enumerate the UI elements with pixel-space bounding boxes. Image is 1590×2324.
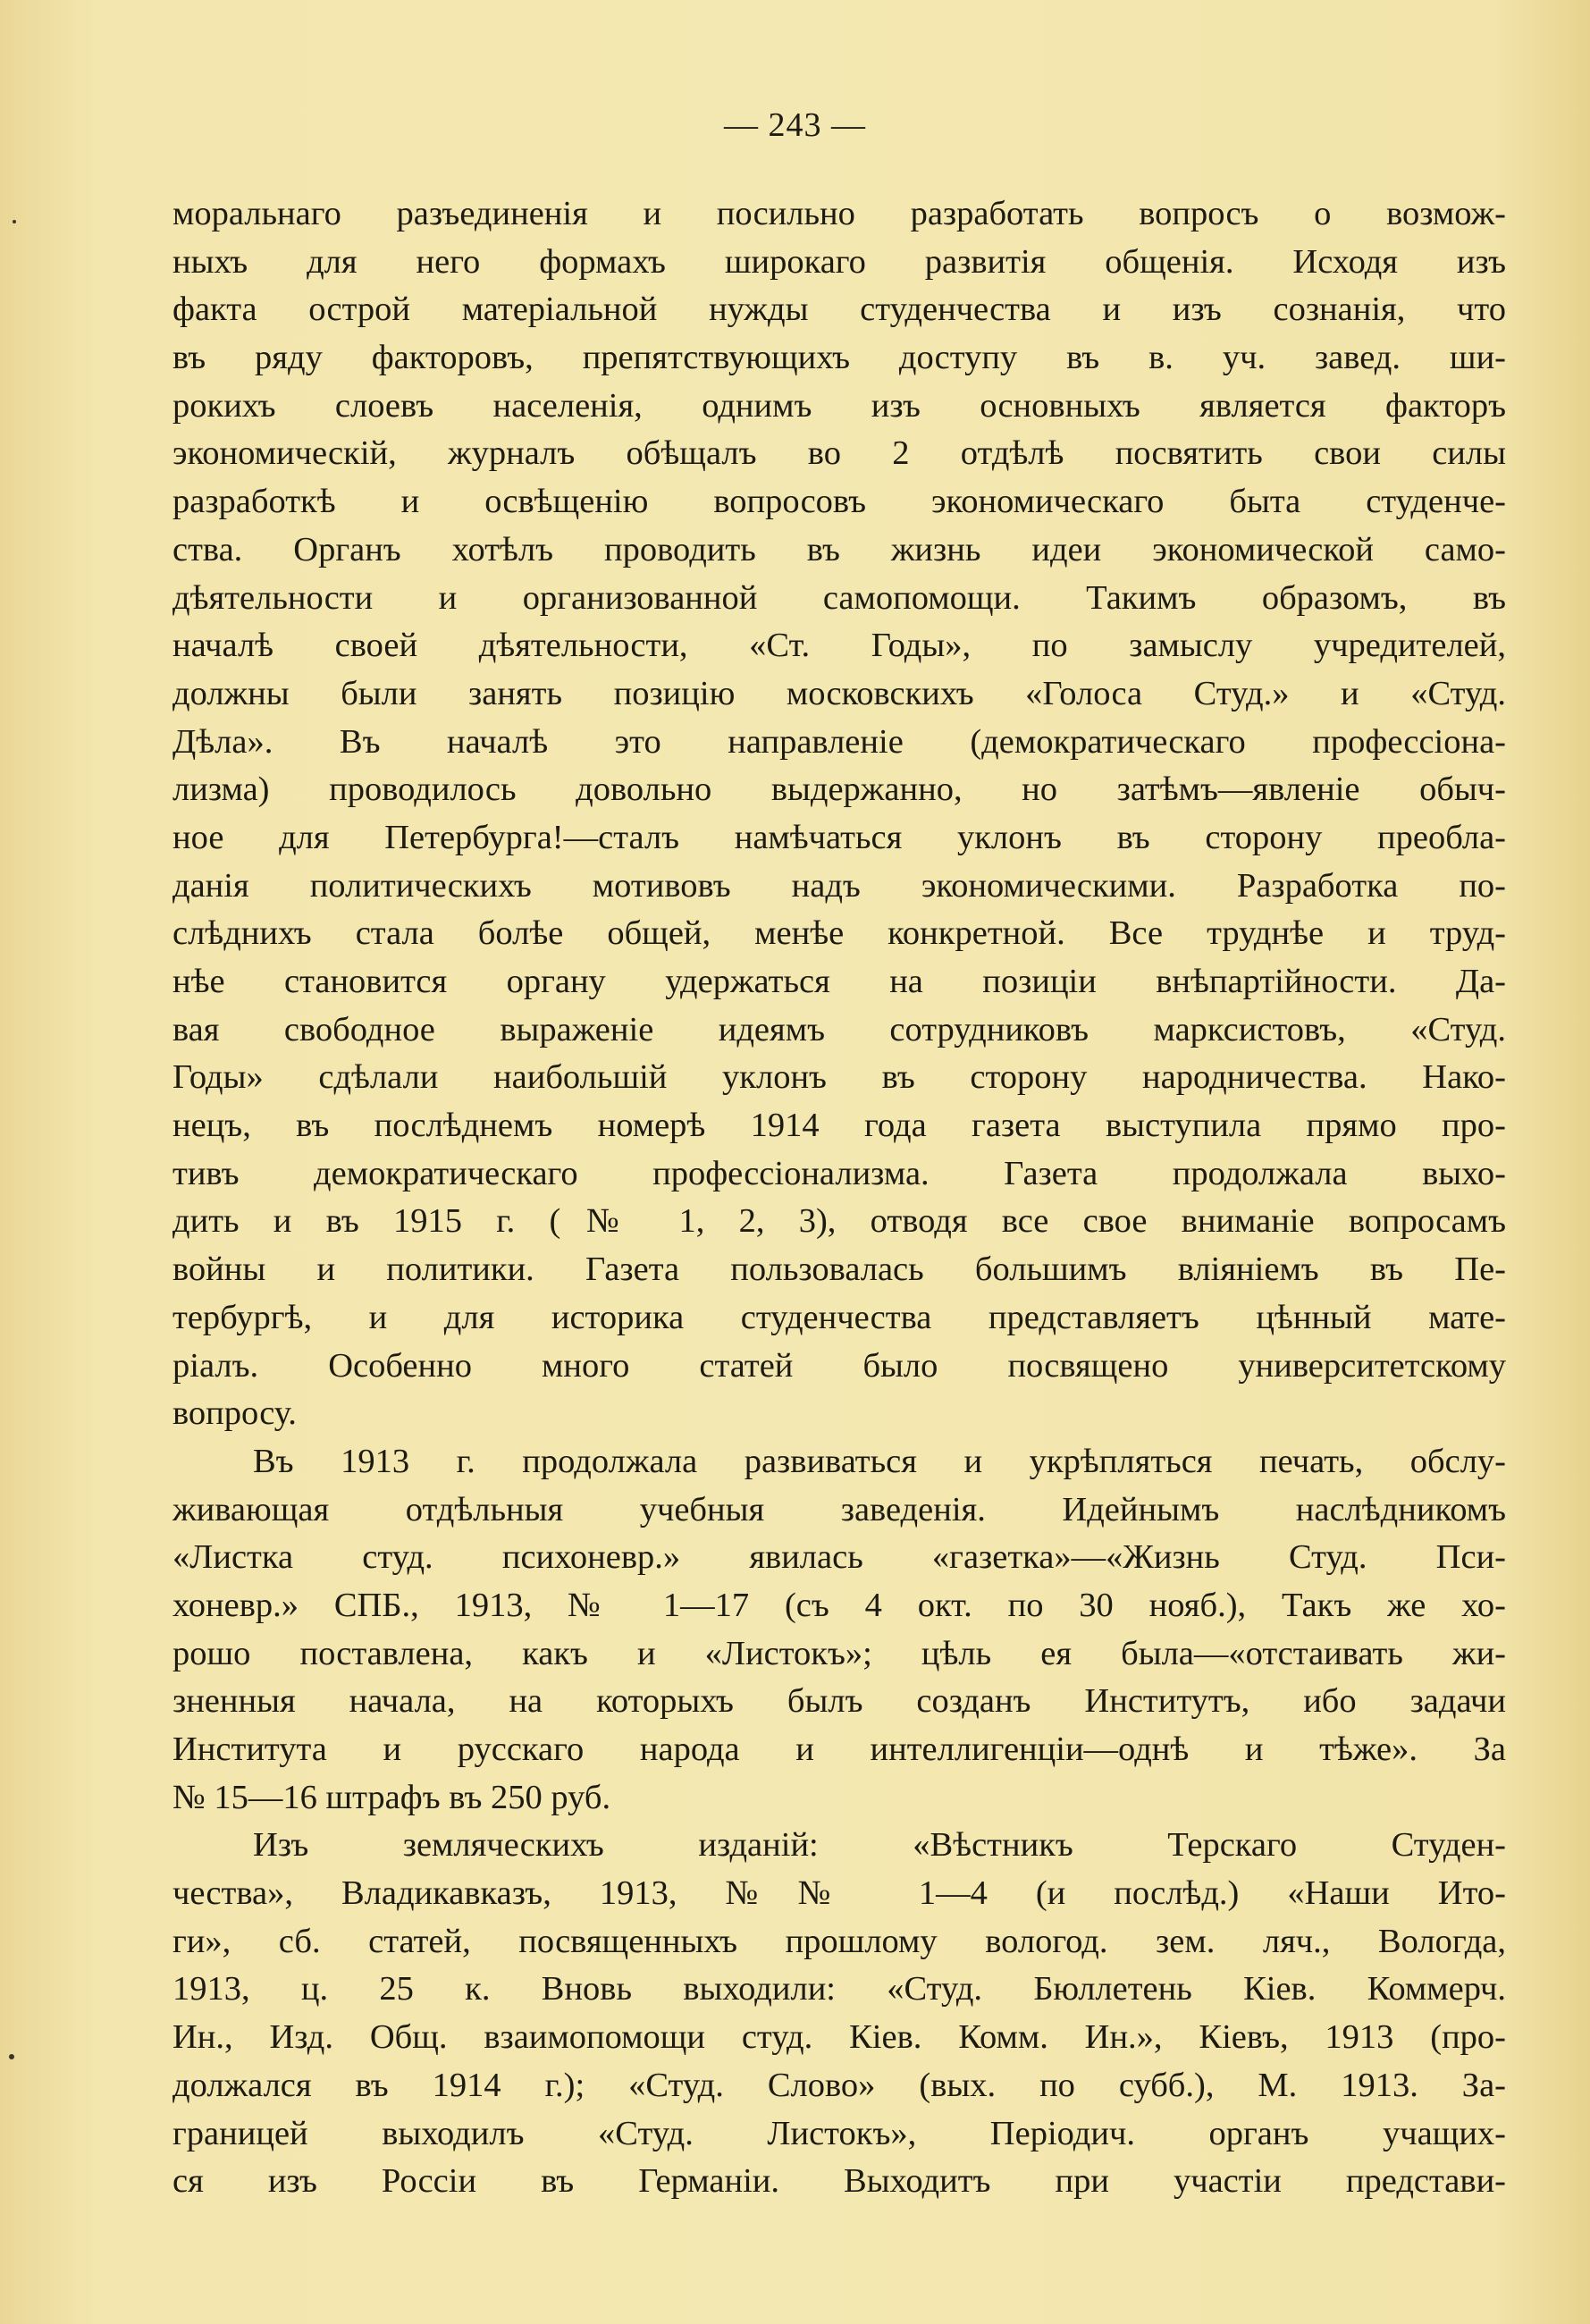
text-line: вопросу. bbox=[172, 1394, 297, 1433]
text-line: дить и въ 1915 г. (№ 1, 2, 3), отводя все свое вниманіе вопросамъ bbox=[172, 1202, 1506, 1241]
text-line: нѣе становится органу удержаться на позиціи внѣпартійности. Да- bbox=[172, 963, 1506, 1000]
text-line: рошо поставлена, какъ и «Листокъ»; цѣль ея была—«отстаивать жи- bbox=[172, 1634, 1506, 1672]
text-line: Годы» сдѣлали наибольшій уклонъ въ сторону народничества. Нако- bbox=[172, 1058, 1506, 1097]
text-line: нецъ, въ послѣднемъ номерѣ 1914 года газета выступила прямо про- bbox=[172, 1107, 1506, 1145]
text-line: Дѣла». Въ началѣ это направленіе (демократическаго профессіона- bbox=[172, 722, 1506, 761]
text-line: Ин., Изд. Общ. взаимопомощи студ. Кіев. Комм. Ин.», Кіевъ, 1913 (про- bbox=[172, 2018, 1506, 2057]
text-line: должны были занять позицію московскихъ «Голоса Студ.» и «Студ. bbox=[172, 674, 1506, 712]
text-line: рокихъ слоевъ населенія, однимъ изъ основныхъ является факторъ bbox=[172, 386, 1506, 425]
text-line: войны и политики. Газета пользовалась большимъ вліяніемъ въ Пе- bbox=[172, 1250, 1506, 1289]
text-line: Въ 1913 г. продолжала развиваться и укрѣпляться печать, обслу- bbox=[253, 1442, 1506, 1480]
text-line: ства. Органъ хотѣлъ проводить въ жизнь идеи экономической само- bbox=[172, 530, 1506, 568]
body-text bbox=[172, 190, 1506, 2206]
text-line: границей выходилъ «Студ. Листокъ», Періодич. органъ учащих- bbox=[172, 2114, 1506, 2152]
text-line: хоневр.» СПБ., 1913, № 1—17 (съ 4 окт. по 30 нояб.), Такъ же хо- bbox=[172, 1586, 1506, 1624]
text-line: чества», Владикавказъ, 1913, №№ 1—4 (и послѣд.) «Наши Ито- bbox=[172, 1874, 1506, 1913]
margin-mark-bottom bbox=[9, 2054, 14, 2059]
text-line: ги», сб. статей, посвященныхъ прошлому вологод. зем. ляч., Вологда, bbox=[172, 1922, 1506, 1960]
text-line: началѣ своей дѣятельности, «Ст. Годы», по замыслу учредителей, bbox=[172, 627, 1506, 665]
text-line: слѣднихъ стала болѣе общей, менѣе конкретной. Все труднѣе и труд- bbox=[172, 914, 1506, 953]
text-line: вая свободное выраженіе идеямъ сотрудниковъ марксистовъ, «Студ. bbox=[172, 1010, 1506, 1048]
text-line: Изъ земляческихъ изданій: «Вѣстникъ Терскаго Студен- bbox=[253, 1826, 1506, 1865]
text-line: тербургѣ, и для историка студенчества представляетъ цѣнный мате- bbox=[172, 1298, 1506, 1336]
text-line: экономическій, журналъ обѣщалъ во 2 отдѣлѣ посвятить свои силы bbox=[172, 434, 1506, 473]
text-line: 1913, ц. 25 к. Вновь выходили: «Студ. Бюллетень Кіев. Коммерч. bbox=[172, 1970, 1506, 2008]
text-line: ся изъ Россіи въ Германіи. Выходитъ при участіи представи- bbox=[172, 2162, 1506, 2201]
text-line: ное для Петербурга!—сталъ намѣчаться уклонъ въ сторону преобла- bbox=[172, 818, 1506, 856]
margin-mark-top bbox=[13, 220, 16, 223]
text-line: данія политическихъ мотивовъ надъ экономическими. Разработка по- bbox=[172, 866, 1506, 905]
page-number: — 243 — bbox=[724, 106, 866, 144]
text-line: «Листка студ. психоневр.» явилась «газетка»—«Жизнь Студ. Пси- bbox=[172, 1538, 1506, 1577]
text-line: моральнаго разъединенія и посильно разработать вопросъ о возмож- bbox=[172, 195, 1506, 232]
text-line: Института и русскаго народа и интеллигенціи—однѣ и тѣже». За bbox=[172, 1730, 1506, 1768]
text-line: ріалъ. Особенно много статей было посвящено университетскому bbox=[172, 1346, 1506, 1385]
text-line: № 15—16 штрафъ въ 250 руб. bbox=[172, 1778, 611, 1816]
text-line: въ ряду факторовъ, препятствующихъ доступу въ в. уч. завед. ши- bbox=[172, 339, 1506, 377]
text-line: зненныя начала, на которыхъ былъ созданъ Институтъ, ибо задачи bbox=[172, 1682, 1506, 1721]
text-line: ныхъ для него формахъ широкаго развитія общенія. Исходя изъ bbox=[172, 242, 1506, 281]
text-line: должался въ 1914 г.); «Студ. Слово» (вых. по субб.), М. 1913. За- bbox=[172, 2066, 1506, 2104]
text-line: разработкѣ и освѣщенію вопросовъ экономическаго быта студенче- bbox=[172, 483, 1506, 521]
text-line: лизма) проводилось довольно выдержанно, но затѣмъ—явленіе обыч- bbox=[172, 770, 1506, 809]
text-line: факта острой матеріальной нужды студенчества и изъ сознанія, что bbox=[172, 290, 1506, 329]
text-line: живающая отдѣльныя учебныя заведенія. Идейнымъ наслѣдникомъ bbox=[172, 1490, 1506, 1528]
text-line: тивъ демократическаго профессіонализма. Газета продолжала выхо- bbox=[172, 1154, 1506, 1192]
text-line: дѣятельности и организованной самопомощи. Такимъ образомъ, въ bbox=[172, 578, 1506, 617]
